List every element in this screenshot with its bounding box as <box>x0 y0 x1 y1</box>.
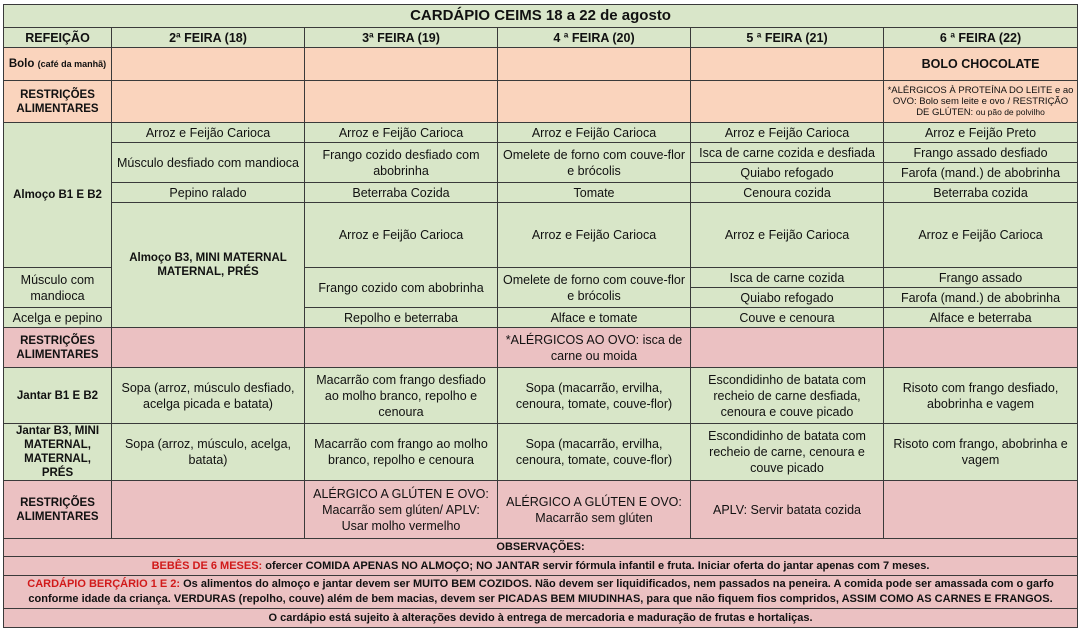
header-row <box>4 28 1078 48</box>
dinner2-row: Jantar B3, MINI MATERNAL, MATERNAL, PRÉS Sopa (arroz, músculo, acelga, batata) Macarrão com frango ao molho branco, repolho e cenoura Sopa (macarrão, ervilha, cenoura, tomate, couve-flor) Escondidinho de batata com recheio de carne, cenoura e couve picado Risoto com frango, abobrinha e vagem <box>4 424 1078 481</box>
header-wednesday: 4 ª FEIRA (20) <box>498 28 691 48</box>
observations-heading: OBSERVAÇÕES: <box>4 539 1078 557</box>
header-tuesday: 3ª FEIRA (19) <box>305 28 498 48</box>
restriction-lunch-wed: *ALÉRGICOS AO OVO: isca de carne ou moida <box>498 328 691 368</box>
dinner2-label: Jantar B3, MINI MATERNAL, MATERNAL, PRÉS <box>4 424 112 481</box>
restrictions-lunch-row: RESTRIÇÕES ALIMENTARES *ALÉRGICOS AO OVO: isca de carne ou moida <box>4 328 1078 368</box>
lunch2-row-4: Acelga e pepino Repolho e beterraba Alface e tomate Couve e cenoura Alface e beterraba <box>4 308 1078 328</box>
bolo-wed <box>498 48 691 81</box>
lunch2-row-1: Almoço B3, MINI MATERNAL MATERNAL, PRÉS Arroz e Feijão Carioca Arroz e Feijão Carioca Arroz e Feijão Carioca Arroz e Feijão Carioca <box>4 203 1078 268</box>
lunch1-row-1: Almoço B1 E B2 Arroz e Feijão Carioca Arroz e Feijão Carioca Arroz e Feijão Carioca Arroz e Feijão Carioca Arroz e Feijão Preto <box>4 123 1078 143</box>
restrictions-label: RESTRIÇÕES ALIMENTARES <box>4 81 112 123</box>
restrictions-breakfast-row <box>4 81 1078 123</box>
bolo-fri: BOLO CHOCOLATE <box>884 48 1078 81</box>
restriction-dinner-thu: APLV: Servir batata cozida <box>691 481 884 539</box>
lunch1-row-4: Pepino ralado Beterraba Cozida Tomate Cenoura cozida Beterraba cozida <box>4 183 1078 203</box>
bolo-row <box>4 48 1078 81</box>
lunch1-row-2: Músculo desfiado com mandioca Frango cozido desfiado com abobrinha Omelete de forno com couve-flor e brócolis Isca de carne cozida e desfiada Frango assado desfiado <box>4 143 1078 163</box>
restriction-dinner-wed: ALÉRGICO A GLÚTEN E OVO: Macarrão sem glúten <box>498 481 691 539</box>
lunch2-label: Almoço B3, MINI MATERNAL MATERNAL, PRÉS <box>112 203 305 328</box>
bolo-thu <box>691 48 884 81</box>
observations-line-2: CARDÁPIO BERÇÁRIO 1 E 2: Os alimentos do almoço e jantar devem ser MUITO BEM COZIDOS. Não devem ser liquidificados, nem passados na peneira. A comida pode ser amassada com o garfo conforme idade da criança. VERDURAS (repolho, couve) além de bem macias, devem ser PICADAS BEM MIUDINHAS, para que não fiquem fios compridos, ASSIM COMO AS CARNES E FRANGOS. <box>4 576 1078 609</box>
bolo-mon <box>112 48 305 81</box>
bolo-tue <box>305 48 498 81</box>
dinner1-label: Jantar B1 E B2 <box>4 368 112 424</box>
observations-line-1: BEBÊS DE 6 MESES: ofercer COMIDA APENAS NO ALMOÇO; NO JANTAR servir fórmula infantil e fruta. Iniciar oferta do jantar apenas com 7 meses. <box>4 557 1078 576</box>
restrictions-dinner-row: RESTRIÇÕES ALIMENTARES ALÉRGICO A GLÚTEN E OVO: Macarrão sem glúten/ APLV: Usar molho vermelho ALÉRGICO A GLÚTEN E OVO: Macarrão sem glúten APLV: Servir batata cozida <box>4 481 1078 539</box>
header-meal: REFEIÇÃO <box>4 28 112 48</box>
dinner1-row: Jantar B1 E B2 Sopa (arroz, músculo desfiado, acelga picada e batata) Macarrão com frango desfiado ao molho branco, repolho e cenoura Sopa (macarrão, ervilha, cenoura, tomate, couve-flor) Escondidinho de batata com recheio de carne desfiada, cenoura e couve picado Risoto com frango desfiado, abobrinha e vagem <box>4 368 1078 424</box>
bolo-label: Bolo (café da manhã) <box>4 48 112 81</box>
lunch2-row-2: Músculo com mandioca Frango cozido com abobrinha Omelete de forno com couve-flor e brócolis Isca de carne cozida Frango assado <box>4 268 1078 288</box>
lunch1-label: Almoço B1 E B2 <box>4 123 112 268</box>
lunch2-row-3: Quiabo refogado Farofa (mand.) de abobrinha <box>4 288 1078 308</box>
observations-line-3: O cardápio está sujeito à alterações devido à entrega de mercadoria e maduração de frutas e hortaliças. <box>4 609 1078 628</box>
restriction-fri: *ALÉRGICOS À PROTEÍNA DO LEITE e ao OVO: Bolo sem leite e ovo / RESTRIÇÃO DE GLÚTEN: ou pão de polvilho <box>884 81 1078 123</box>
bolo-label-small: (café da manhã) <box>37 59 107 69</box>
page-title: CARDÁPIO CEIMS 18 a 22 de agosto <box>4 5 1078 28</box>
header-friday: 6 ª FEIRA (22) <box>884 28 1078 48</box>
lunch1-row-3: Quiabo refogado Farofa (mand.) de abobrinha <box>4 163 1078 183</box>
restriction-dinner-tue: ALÉRGICO A GLÚTEN E OVO: Macarrão sem glúten/ APLV: Usar molho vermelho <box>305 481 498 539</box>
observations-heading-row <box>4 539 1078 557</box>
header-thursday: 5 ª FEIRA (21) <box>691 28 884 48</box>
header-monday: 2ª FEIRA (18) <box>112 28 305 48</box>
menu-table <box>3 4 1078 628</box>
